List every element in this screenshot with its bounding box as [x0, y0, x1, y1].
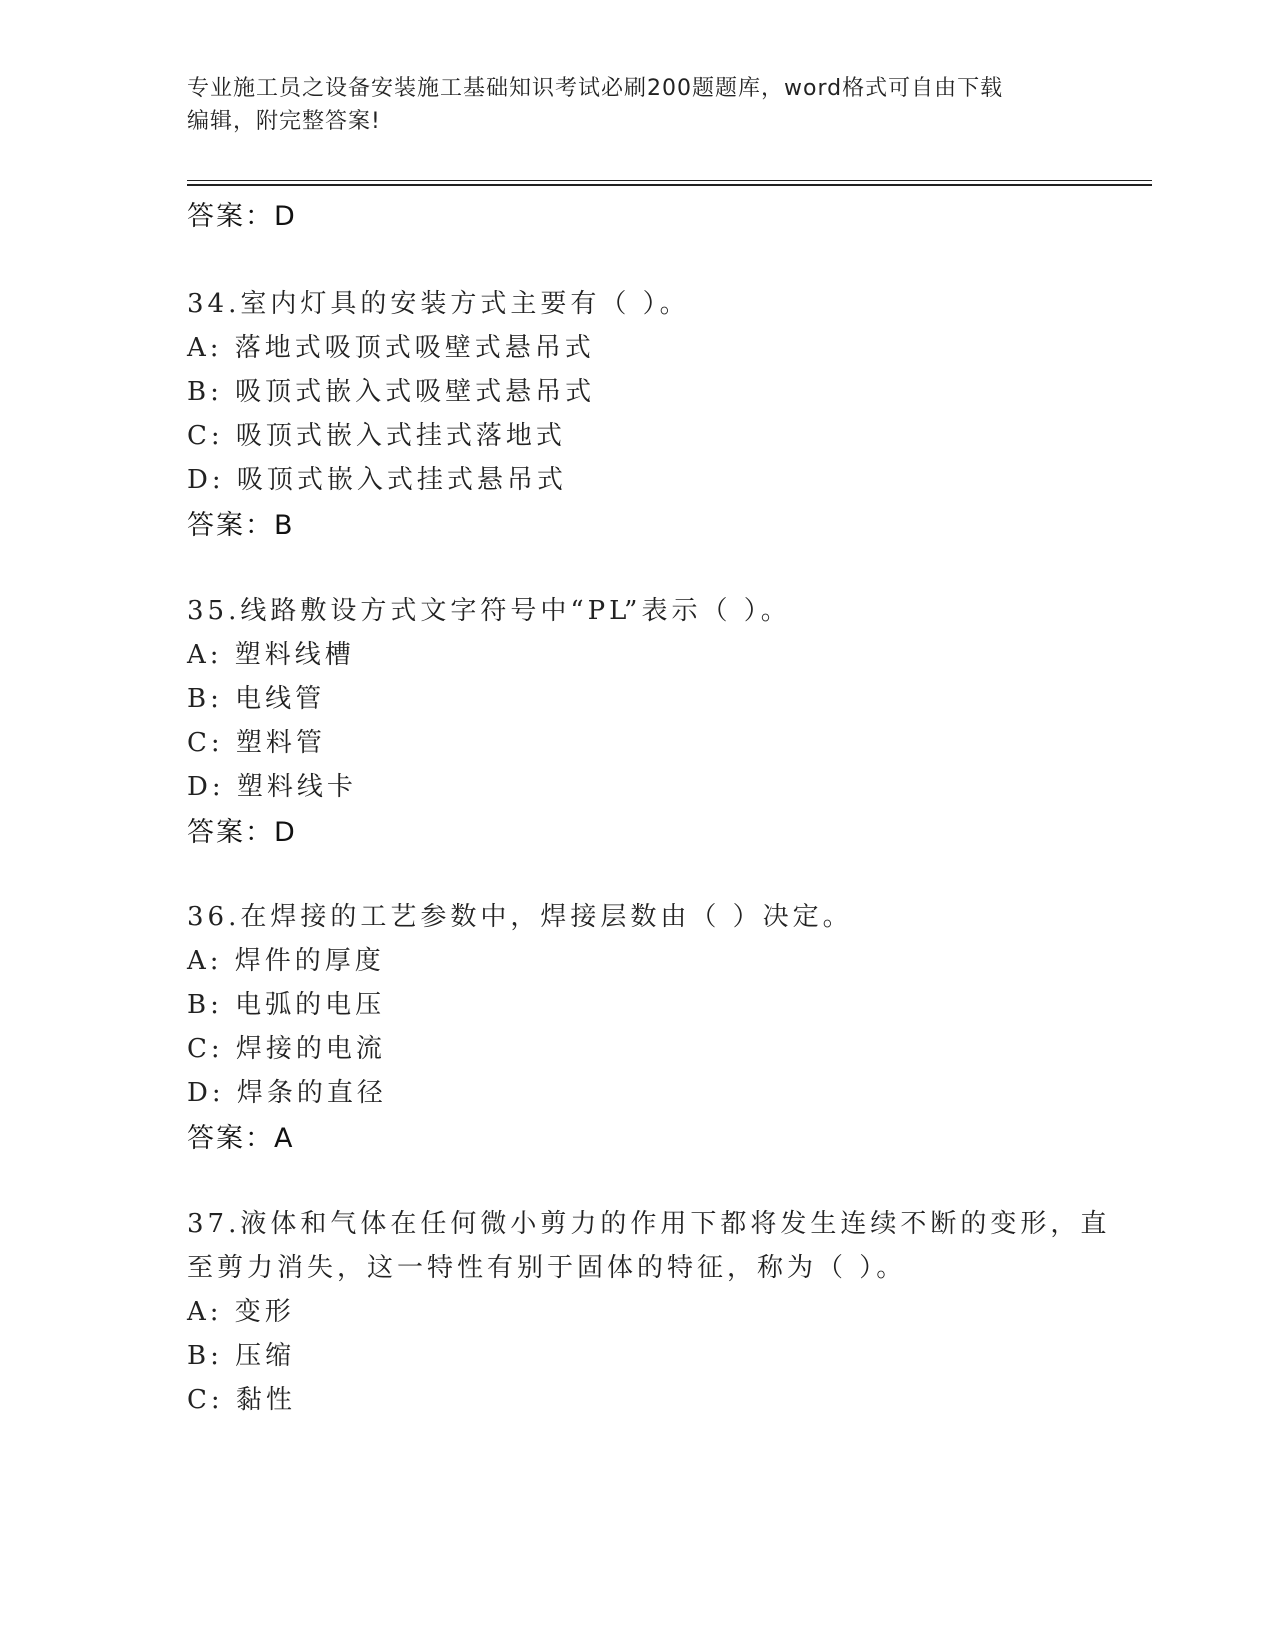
- question-34-option-c: C: 吸顶式嵌入式挂式落地式: [187, 421, 566, 451]
- question-34-answer: 答案：B: [187, 510, 295, 541]
- question-36-answer: 答案：A: [187, 1123, 295, 1154]
- question-34-option-b: B: 吸顶式嵌入式吸壁式悬吊式: [187, 377, 596, 407]
- question-35-stem: 35.线路敷设方式文字符号中“PL”表示（ ）。: [187, 596, 791, 626]
- document-header: [187, 72, 1067, 138]
- header-line-2: 编辑，附完整答案!: [187, 109, 381, 134]
- question-36-option-c: C: 焊接的电流: [187, 1034, 386, 1064]
- question-35-option-c: C: 塑料管: [187, 728, 326, 758]
- question-37-stem-line-1: 37.液体和气体在任何微小剪力的作用下都将发生连续不断的变形，直: [187, 1209, 1111, 1239]
- answer-previous: 答案：D: [187, 201, 297, 232]
- question-36-option-b: B: 电弧的电压: [187, 990, 386, 1020]
- question-34-stem: 34.室内灯具的安装方式主要有（ ）。: [187, 289, 690, 319]
- question-35-option-a: A: 塑料线槽: [187, 640, 355, 670]
- question-37-option-b: B: 压缩: [187, 1341, 296, 1371]
- question-35-answer: 答案：D: [187, 817, 297, 848]
- question-35-option-b: B: 电线管: [187, 684, 326, 714]
- question-34-option-d: D: 吸顶式嵌入式挂式悬吊式: [187, 465, 567, 495]
- question-37-stem-line-2: 至剪力消失，这一特性有别于固体的特征，称为（ ）。: [187, 1253, 907, 1283]
- question-35-option-d: D: 塑料线卡: [187, 772, 357, 802]
- header-rule-thin: [187, 180, 1152, 181]
- question-37-option-a: A: 变形: [187, 1297, 295, 1327]
- question-36-option-d: D: 焊条的直径: [187, 1078, 387, 1108]
- question-36-option-a: A: 焊件的厚度: [187, 946, 385, 976]
- question-36-stem: 36.在焊接的工艺参数中，焊接层数由（ ）决定。: [187, 902, 853, 932]
- header-rule-thick: [187, 184, 1152, 186]
- header-line-1: 专业施工员之设备安装施工基础知识考试必刷200题题库，word格式可自由下载: [187, 76, 1004, 101]
- question-34-option-a: A: 落地式吸顶式吸壁式悬吊式: [187, 333, 595, 363]
- question-37-option-c: C: 黏性: [187, 1385, 296, 1415]
